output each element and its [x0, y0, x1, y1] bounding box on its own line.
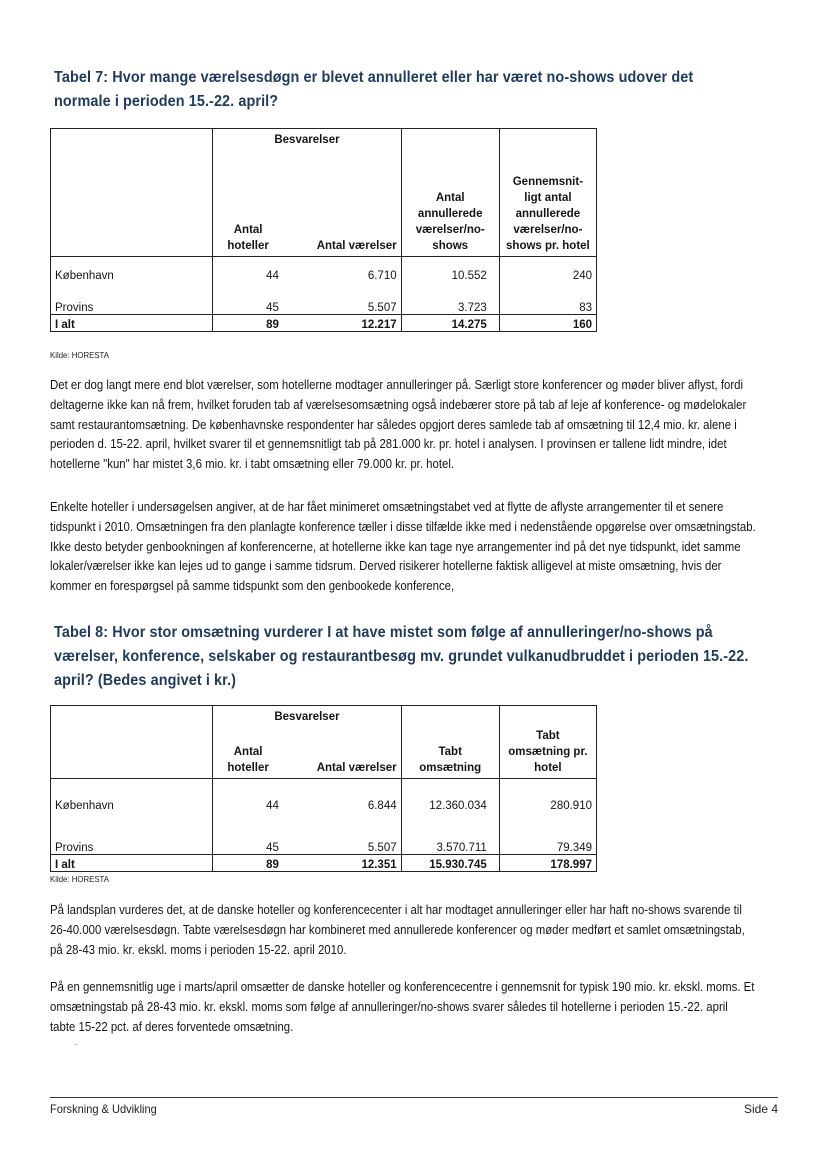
table7-spacer: [401, 129, 499, 153]
cell-cancelled: 14.275: [401, 315, 499, 332]
cell-cancelled: 3.723: [401, 295, 499, 315]
row-label: I alt: [51, 315, 213, 332]
row-label: Provins: [51, 834, 213, 854]
scan-speck: [74, 1044, 77, 1045]
row-label: København: [51, 257, 213, 295]
cell-rooms: 12.351: [283, 854, 401, 871]
table8-source: Kilde: HORESTA: [50, 874, 109, 884]
table8-col-hotels: Antal hoteller: [213, 728, 283, 779]
table7-corner: [51, 129, 213, 257]
table8: [50, 705, 597, 872]
paragraph-1: Det er dog langt mere end blot værelser, som hotellerne modtager annulleringer på. Særligt store konferencer og møder bliver aflyst, fordi deltagerne ikke kan nå frem, hvilket foruden tab af værelsesomsætning også indebærer store på tab af leje af konference- og mødelokaler samt restaurantomsætning. De københavnske respondenter har således opgjort deres samlede tab af omsætning til 12,4 mio. kr. alene i perioden d. 15-22. april, hvilket svarer til et gennemsnitligt tab på 281.000 kr. pr. hotel i analysen. I provinsen er tallene lidt mindre, idet hotellerne "kun" har mistet 3,6 mio. kr. i tabt omsætning eller 79.000 kr. pr. hotel.: [50, 378, 747, 472]
table8-spacer2: [499, 706, 596, 728]
cell-lost-per: 178.997: [499, 854, 596, 871]
cell-hotels: 89: [213, 854, 283, 871]
table-row: [51, 295, 597, 315]
cell-rooms: 5.507: [283, 295, 401, 315]
table7-col-rooms: Antal værelser: [283, 153, 401, 257]
paragraph-3: På landsplan vurderes det, at de danske hoteller og konferencecenter i alt har modtaget annulleringer eller har haft no-shows svarende til 26-40.000 værelsesdøgn. Tabte værelsesdøgn har kombineret med annullerede konferencer og møder medført et samlet omsætningstab, på 28-43 mio. kr. ekskl. moms i perioden 15-22. april 2010.: [50, 903, 745, 957]
row-label: I alt: [51, 854, 213, 871]
cell-rooms: 6.710: [283, 257, 401, 295]
cell-lost-per: 280.910: [499, 778, 596, 834]
table-row-total: [51, 315, 597, 332]
table7-group-header: Besvarelser: [213, 129, 401, 153]
cell-avg: 240: [499, 257, 596, 295]
table7-source: Kilde: HORESTA: [50, 350, 109, 360]
cell-lost: 3.570.711: [401, 834, 499, 854]
cell-avg: 83: [499, 295, 596, 315]
row-label: Provins: [51, 295, 213, 315]
table7: [50, 128, 597, 332]
table7-col-hotels: Antal hoteller: [213, 153, 283, 257]
cell-rooms: 12.217: [283, 315, 401, 332]
table-row-total: [51, 854, 597, 871]
cell-hotels: 45: [266, 302, 279, 314]
table8-title: Tabel 8: Hvor stor omsætning vurderer I at have mistet som følge af annulleringer/no-shows på værelser, konference, selskaber og restaurantbesøg mv. grundet vulkanudbruddet i perioden 15.-22. april? (Bedes angivet i kr.): [54, 624, 749, 689]
footer-divider: [50, 1097, 778, 1098]
cell-cancelled: 10.552: [401, 257, 499, 295]
cell-rooms: 5.507: [283, 834, 401, 854]
table7-col-avg: Gennemsnit-ligt antal annullerede værelser/no-shows pr. hotel: [499, 153, 596, 257]
cell-lost: 15.930.745: [401, 854, 499, 871]
row-label: København: [51, 778, 213, 834]
table7-col-cancelled: Antal annullerede værelser/no-shows: [401, 153, 499, 257]
table7-spacer2: [499, 129, 596, 153]
table8-col-lost: Tabt omsætning: [401, 728, 499, 779]
cell-avg: 160: [499, 315, 596, 332]
footer-department: Forskning & Udvikling: [50, 1102, 157, 1116]
footer-page-number: Side 4: [743, 1102, 778, 1116]
table-row: [51, 778, 597, 834]
table8-col-lost-per: Tabt omsætning pr. hotel: [499, 728, 596, 779]
cell-lost: 12.360.034: [401, 778, 499, 834]
table7-title: Tabel 7: Hvor mange værelsesdøgn er blevet annulleret eller har været no-shows udover det normale i perioden 15.-22. april?: [54, 69, 694, 110]
cell-hotels: 45: [266, 841, 279, 854]
table-row: [51, 257, 597, 295]
cell-rooms: 6.844: [283, 778, 401, 834]
paragraph-4: På en gennemsnitlig uge i marts/april omsætter de danske hoteller og konferencecentre i gennemsnit for typisk 190 mio. kr. ekskl. moms. Et omsætningstab på 28-43 mio. kr. ekskl. moms som følge af annulleringer/no-shows svarer således til hotellerne i perioden 15.-22. april tabte 15-22 pct. af deres forventede omsætning.: [50, 980, 755, 1034]
cell-hotels: 44: [266, 800, 279, 813]
table8-corner: [51, 706, 213, 779]
paragraph-2: Enkelte hoteller i undersøgelsen angiver, at de har fået minimeret omsætningstabet ved at flytte de aflyste arrangementer til et senere tidspunkt i 2010. Omsætningen fra den planlagte konference tæller i disse tilfælde ikke med i nedenstående opgørelse over omsætningstab. Ikke desto betyder genbookningen af konferencerne, at hotellerne ikke kan tage nye arrangementer ind på det nye tidspunkt, idet samme lokaler/værelser ikke kan lejes ud to gange i samme tidsrum. Derved risikerer hotellerne faktisk alligevel at miste omsætning, hvis der kommer en forespørgsel på samme tidspunkt som den genbookede konference,: [50, 500, 756, 594]
table8-spacer: [401, 706, 499, 728]
cell-hotels: 44: [266, 269, 279, 282]
table8-group-header: Besvarelser: [213, 706, 401, 728]
table8-col-rooms: Antal værelser: [283, 728, 401, 779]
cell-lost-per: 79.349: [499, 834, 596, 854]
table-row: [51, 834, 597, 854]
cell-hotels: 89: [213, 315, 283, 332]
